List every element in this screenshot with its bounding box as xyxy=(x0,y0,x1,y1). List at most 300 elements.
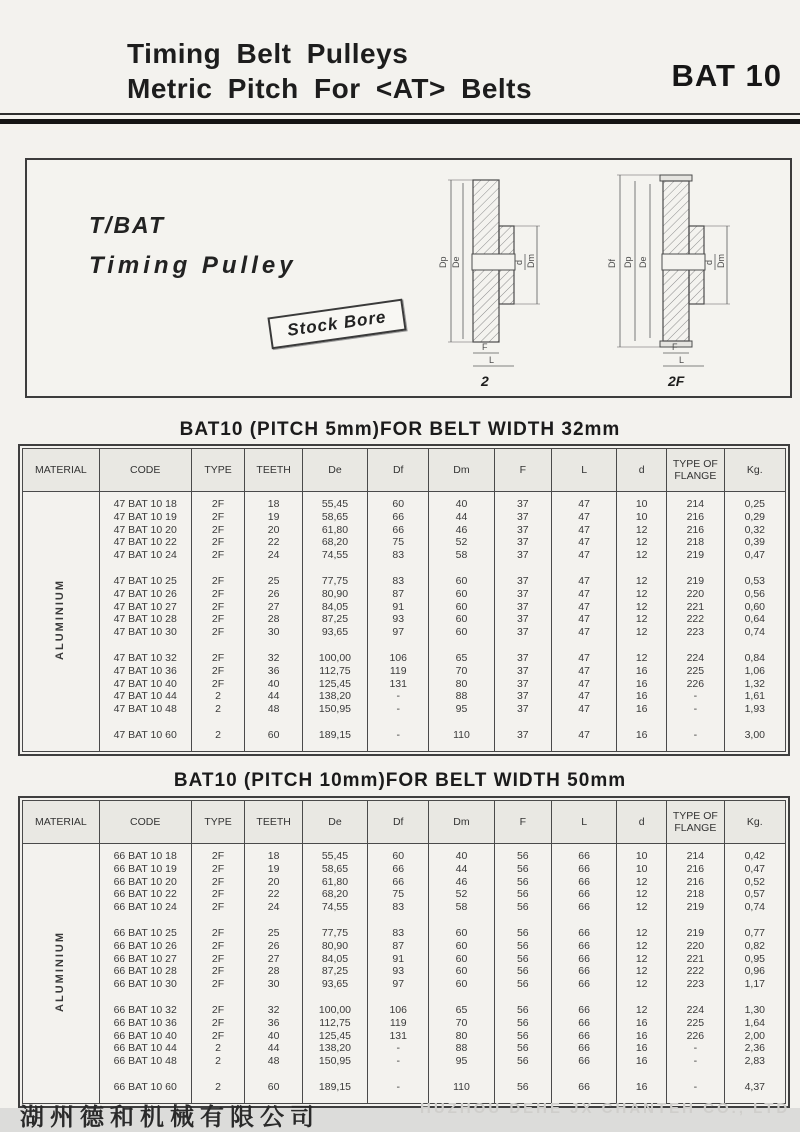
table-cell: 37 xyxy=(494,511,552,524)
table-cell: 26 xyxy=(245,940,303,953)
dim-de-label: De xyxy=(451,256,461,268)
col-de: De xyxy=(302,801,367,844)
table-cell: 75 xyxy=(368,888,429,901)
table-cell: 125,45 xyxy=(302,678,367,691)
table-row xyxy=(23,601,786,614)
table-cell: - xyxy=(368,1081,429,1094)
table-cell: 56 xyxy=(494,965,552,978)
table-cell: 52 xyxy=(429,536,494,549)
table-cell: 1,30 xyxy=(724,1004,785,1017)
table-cell: 46 xyxy=(429,876,494,889)
product-name: Timing Pulley xyxy=(89,252,297,279)
table-cell: 16 xyxy=(617,1030,667,1043)
table-cell: 28 xyxy=(245,613,303,626)
table-cell: 75 xyxy=(368,536,429,549)
table-row xyxy=(23,1030,786,1043)
table-cell: 66 xyxy=(552,863,617,876)
table-row xyxy=(23,729,786,742)
table-cell: 93 xyxy=(368,965,429,978)
table-row xyxy=(23,511,786,524)
table-row xyxy=(23,901,786,914)
table-cell: 12 xyxy=(617,888,667,901)
table-cell: 66 xyxy=(368,876,429,889)
table-cell: 16 xyxy=(617,1055,667,1068)
dim-d-label: d xyxy=(514,259,524,265)
block-spacer xyxy=(23,716,786,729)
table-cell: 2 xyxy=(191,729,245,742)
material-label: ALUMINIUM xyxy=(23,844,100,1104)
table-cell: 12 xyxy=(617,953,667,966)
table-cell: 1,93 xyxy=(724,703,785,716)
table-cell: 61,80 xyxy=(302,524,367,537)
dim-l-label: L xyxy=(679,355,685,365)
table-cell: - xyxy=(667,1055,725,1068)
block-spacer xyxy=(23,1068,786,1081)
table-cell: 66 xyxy=(552,965,617,978)
table-cell: 56 xyxy=(494,876,552,889)
table-cell: 2F xyxy=(191,850,245,863)
table-cell: 36 xyxy=(245,665,303,678)
table-cell: 95 xyxy=(429,1055,494,1068)
table-row xyxy=(23,1017,786,1030)
table-row xyxy=(23,1055,786,1068)
table-cell: 189,15 xyxy=(302,1081,367,1094)
table-cell: 60 xyxy=(429,927,494,940)
table-cell: 20 xyxy=(245,524,303,537)
table-cell: 47 xyxy=(552,690,617,703)
table-cell: 66 xyxy=(552,850,617,863)
table-cell: 74,55 xyxy=(302,549,367,562)
spec-table-pitch10 xyxy=(22,800,786,1104)
table-cell: 66 BAT 10 60 xyxy=(99,1081,191,1094)
page-title-line2: Metric Pitch For <AT> Belts xyxy=(127,73,533,104)
table-row xyxy=(23,678,786,691)
diagram-type2-caption: 2 xyxy=(481,373,489,389)
table-cell: 27 xyxy=(245,953,303,966)
table-cell: 216 xyxy=(667,863,725,876)
table-cell: 87 xyxy=(368,940,429,953)
table-row xyxy=(23,863,786,876)
col-l: L xyxy=(552,449,617,492)
table-cell: 1,61 xyxy=(724,690,785,703)
col-dm: Dm xyxy=(429,801,494,844)
table-cell: 47 BAT 10 40 xyxy=(99,678,191,691)
col-teeth: TEETH xyxy=(245,801,303,844)
table-cell: 66 BAT 10 22 xyxy=(99,888,191,901)
page-code: BAT 10 xyxy=(671,58,782,93)
table-cell: 2F xyxy=(191,665,245,678)
table-cell: 77,75 xyxy=(302,927,367,940)
table-cell: 60 xyxy=(429,965,494,978)
table-cell: 56 xyxy=(494,940,552,953)
dim-d-label: d xyxy=(704,259,714,265)
table-cell: 0,96 xyxy=(724,965,785,978)
table-cell: 80 xyxy=(429,678,494,691)
table-cell: 56 xyxy=(494,927,552,940)
table-cell: 12 xyxy=(617,876,667,889)
table-cell: 70 xyxy=(429,1017,494,1030)
table-cell: 44 xyxy=(245,690,303,703)
table-cell: 47 xyxy=(552,536,617,549)
table-cell: 2 xyxy=(191,703,245,716)
table-cell: 66 BAT 10 40 xyxy=(99,1030,191,1043)
table-cell: 0,74 xyxy=(724,626,785,639)
table-cell: 30 xyxy=(245,978,303,991)
table-cell: 218 xyxy=(667,888,725,901)
table-cell: 12 xyxy=(617,613,667,626)
table-cell: 0,52 xyxy=(724,876,785,889)
table-cell: 2 xyxy=(191,1055,245,1068)
table-cell: 0,84 xyxy=(724,652,785,665)
table-cell: 16 xyxy=(617,678,667,691)
page-title xyxy=(127,36,532,106)
table-cell: 214 xyxy=(667,850,725,863)
table-cell: 0,95 xyxy=(724,953,785,966)
table-cell: 61,80 xyxy=(302,876,367,889)
table-row xyxy=(23,524,786,537)
table-cell: 25 xyxy=(245,575,303,588)
page-title-line1: Timing Belt Pulleys xyxy=(127,38,409,69)
table-cell: 26 xyxy=(245,588,303,601)
table-cell: 19 xyxy=(245,511,303,524)
table-row xyxy=(23,927,786,940)
table-cell: 2F xyxy=(191,940,245,953)
table-cell: 47 xyxy=(552,575,617,588)
table-cell: 0,53 xyxy=(724,575,785,588)
table-cell: 18 xyxy=(245,498,303,511)
table-cell: 2,36 xyxy=(724,1042,785,1055)
table-cell: 2F xyxy=(191,536,245,549)
col-de: De xyxy=(302,449,367,492)
table-cell: 0,47 xyxy=(724,863,785,876)
table-cell: - xyxy=(667,729,725,742)
table-cell: 1,06 xyxy=(724,665,785,678)
table-cell: 214 xyxy=(667,498,725,511)
table-cell: 222 xyxy=(667,965,725,978)
table-cell: 40 xyxy=(429,498,494,511)
table-cell: 4,37 xyxy=(724,1081,785,1094)
dim-f-label: F xyxy=(672,342,678,352)
table-cell: 40 xyxy=(245,1030,303,1043)
table-cell: 52 xyxy=(429,888,494,901)
table-cell: 47 BAT 10 25 xyxy=(99,575,191,588)
table-cell: 44 xyxy=(429,863,494,876)
table-row xyxy=(23,575,786,588)
table-row xyxy=(23,703,786,716)
table-cell: 20 xyxy=(245,876,303,889)
table-cell: 60 xyxy=(429,588,494,601)
table-cell: 65 xyxy=(429,652,494,665)
table-cell: 37 xyxy=(494,665,552,678)
product-intro-box xyxy=(25,158,792,398)
table-header-row xyxy=(23,449,786,492)
table-cell: - xyxy=(368,729,429,742)
table-cell: 2F xyxy=(191,626,245,639)
table-cell: 44 xyxy=(245,1042,303,1055)
table-cell: 47 xyxy=(552,549,617,562)
table-cell: 47 BAT 10 20 xyxy=(99,524,191,537)
table-cell: 66 BAT 10 44 xyxy=(99,1042,191,1055)
table-cell: 40 xyxy=(245,678,303,691)
table-cell: 37 xyxy=(494,652,552,665)
table-cell: 24 xyxy=(245,901,303,914)
table-cell: 47 xyxy=(552,613,617,626)
col-l: L xyxy=(552,801,617,844)
col-type: TYPE xyxy=(191,801,245,844)
col-code: CODE xyxy=(99,801,191,844)
table-cell: 83 xyxy=(368,575,429,588)
table-cell: 3,00 xyxy=(724,729,785,742)
table-cell: 224 xyxy=(667,1004,725,1017)
table-cell: 225 xyxy=(667,1017,725,1030)
table-cell: 2 xyxy=(191,1081,245,1094)
table-cell: 84,05 xyxy=(302,601,367,614)
table-cell: 93 xyxy=(368,613,429,626)
table-cell: 12 xyxy=(617,575,667,588)
diagram-type2f-caption: 2F xyxy=(668,373,685,389)
table-cell: 0,74 xyxy=(724,901,785,914)
table-cell: 66 xyxy=(368,511,429,524)
table-cell: 47 BAT 10 19 xyxy=(99,511,191,524)
table-cell: 97 xyxy=(368,978,429,991)
table-cell: 2F xyxy=(191,1030,245,1043)
table-cell: 2F xyxy=(191,511,245,524)
table-cell: 87,25 xyxy=(302,613,367,626)
table-cell: 97 xyxy=(368,626,429,639)
col-d: d xyxy=(617,449,667,492)
table-cell: - xyxy=(368,703,429,716)
table-cell: - xyxy=(667,690,725,703)
table-cell: 74,55 xyxy=(302,901,367,914)
table-cell: 216 xyxy=(667,511,725,524)
table-cell: 37 xyxy=(494,678,552,691)
table-cell: 77,75 xyxy=(302,575,367,588)
table-cell: 37 xyxy=(494,524,552,537)
table-cell: 32 xyxy=(245,652,303,665)
table-cell: 66 BAT 10 26 xyxy=(99,940,191,953)
table-cell: 2F xyxy=(191,549,245,562)
table-cell: 19 xyxy=(245,863,303,876)
table-row xyxy=(23,940,786,953)
table-cell: 0,77 xyxy=(724,927,785,940)
table-cell: 125,45 xyxy=(302,1030,367,1043)
table-cell: 47 xyxy=(552,601,617,614)
table-cell: 220 xyxy=(667,588,725,601)
table-cell: 37 xyxy=(494,575,552,588)
table-cell: 2F xyxy=(191,1004,245,1017)
table-cell: 27 xyxy=(245,601,303,614)
table-row xyxy=(23,665,786,678)
table-cell: 16 xyxy=(617,703,667,716)
dim-df-label: Df xyxy=(607,259,617,268)
table-cell: 12 xyxy=(617,940,667,953)
table-cell: 47 BAT 10 24 xyxy=(99,549,191,562)
table-row xyxy=(23,549,786,562)
table-cell: 44 xyxy=(429,511,494,524)
table-cell: 131 xyxy=(368,1030,429,1043)
table-cell: 0,60 xyxy=(724,601,785,614)
table-cell: 56 xyxy=(494,1017,552,1030)
table-cell: 10 xyxy=(617,850,667,863)
table-cell: 58,65 xyxy=(302,511,367,524)
table-cell: 2 xyxy=(191,1042,245,1055)
table-cell: 60 xyxy=(429,601,494,614)
col-material: MATERIAL xyxy=(23,449,100,492)
table-cell: 47 BAT 10 22 xyxy=(99,536,191,549)
table-cell: 18 xyxy=(245,850,303,863)
table-cell: 2F xyxy=(191,888,245,901)
table-cell: 66 BAT 10 18 xyxy=(99,850,191,863)
table-cell: 36 xyxy=(245,1017,303,1030)
table-cell: 47 xyxy=(552,729,617,742)
table-row xyxy=(23,588,786,601)
table-cell: 60 xyxy=(368,850,429,863)
table-cell: - xyxy=(368,690,429,703)
table-row xyxy=(23,613,786,626)
table-cell: 58 xyxy=(429,549,494,562)
table-cell: 47 BAT 10 60 xyxy=(99,729,191,742)
table-cell: 47 BAT 10 44 xyxy=(99,690,191,703)
table-row xyxy=(23,626,786,639)
dim-dm-label: Dm xyxy=(526,254,536,268)
table-cell: 131 xyxy=(368,678,429,691)
table-cell: 110 xyxy=(429,729,494,742)
table-cell: - xyxy=(667,1042,725,1055)
table-cell: 221 xyxy=(667,953,725,966)
table-cell: 80,90 xyxy=(302,940,367,953)
table-cell: 225 xyxy=(667,665,725,678)
table-cell: 70 xyxy=(429,665,494,678)
table-cell: 2F xyxy=(191,613,245,626)
table-cell: 0,82 xyxy=(724,940,785,953)
table-row xyxy=(23,978,786,991)
table-cell: 66 xyxy=(552,1042,617,1055)
table-cell: 68,20 xyxy=(302,888,367,901)
table-row xyxy=(23,850,786,863)
footer-company-cn: 湖州德和机械有限公司 xyxy=(20,1104,320,1131)
header-divider xyxy=(0,113,800,124)
table-cell: 30 xyxy=(245,626,303,639)
table-cell: 12 xyxy=(617,626,667,639)
table-cell: 25 xyxy=(245,927,303,940)
table-cell: 0,64 xyxy=(724,613,785,626)
table-cell: 84,05 xyxy=(302,953,367,966)
table-cell: 138,20 xyxy=(302,1042,367,1055)
table-cell: 66 BAT 10 25 xyxy=(99,927,191,940)
table-cell: 2F xyxy=(191,652,245,665)
table-cell: 66 xyxy=(552,953,617,966)
table-cell: 66 xyxy=(552,940,617,953)
col-code: CODE xyxy=(99,449,191,492)
col-kg: Kg. xyxy=(724,449,785,492)
table-cell: 55,45 xyxy=(302,850,367,863)
table-cell: 2F xyxy=(191,876,245,889)
col-d: d xyxy=(617,801,667,844)
spec-table-pitch5 xyxy=(22,448,786,752)
table-cell: 60 xyxy=(429,575,494,588)
table-cell: 66 xyxy=(552,888,617,901)
table-cell: 2F xyxy=(191,863,245,876)
table-cell: 12 xyxy=(617,927,667,940)
table-cell: 12 xyxy=(617,965,667,978)
table-cell: 226 xyxy=(667,1030,725,1043)
table-cell: 0,29 xyxy=(724,511,785,524)
dim-de-label: De xyxy=(638,256,648,268)
series-name: T/BAT xyxy=(89,212,166,238)
table-cell: 66 BAT 10 30 xyxy=(99,978,191,991)
table-cell: 48 xyxy=(245,1055,303,1068)
table-cell: 10 xyxy=(617,498,667,511)
table-row xyxy=(23,498,786,511)
table-cell: 12 xyxy=(617,549,667,562)
table-header-row xyxy=(23,801,786,844)
table-cell: 224 xyxy=(667,652,725,665)
table-cell: 80 xyxy=(429,1030,494,1043)
table-cell: 37 xyxy=(494,536,552,549)
table-cell: 0,56 xyxy=(724,588,785,601)
table-cell: 66 xyxy=(552,1004,617,1017)
table-cell: 0,32 xyxy=(724,524,785,537)
table-cell: 47 xyxy=(552,511,617,524)
table-row xyxy=(23,953,786,966)
table-cell: 56 xyxy=(494,1081,552,1094)
table-cell: 37 xyxy=(494,690,552,703)
table-cell: 47 xyxy=(552,678,617,691)
table1-wrap xyxy=(18,444,790,756)
table-cell: 100,00 xyxy=(302,652,367,665)
col-kg: Kg. xyxy=(724,801,785,844)
table-cell: 66 xyxy=(368,524,429,537)
table-cell: 2F xyxy=(191,978,245,991)
table-cell: 48 xyxy=(245,703,303,716)
table-cell: 47 BAT 10 36 xyxy=(99,665,191,678)
table-cell: 56 xyxy=(494,863,552,876)
table-cell: 66 xyxy=(552,876,617,889)
table-cell: 60 xyxy=(429,978,494,991)
table-cell: 47 BAT 10 32 xyxy=(99,652,191,665)
table-cell: 60 xyxy=(245,729,303,742)
table-cell: 56 xyxy=(494,1042,552,1055)
table-cell: 95 xyxy=(429,703,494,716)
table-cell: 47 BAT 10 30 xyxy=(99,626,191,639)
table-cell: 2F xyxy=(191,601,245,614)
table-cell: 0,42 xyxy=(724,850,785,863)
table-cell: 223 xyxy=(667,978,725,991)
table-cell: 219 xyxy=(667,575,725,588)
table-cell: 37 xyxy=(494,588,552,601)
table-cell: 87,25 xyxy=(302,965,367,978)
table-cell: 91 xyxy=(368,953,429,966)
table-row xyxy=(23,888,786,901)
table-cell: 58 xyxy=(429,901,494,914)
table-cell: 60 xyxy=(429,953,494,966)
dim-dm-label: Dm xyxy=(716,254,726,268)
table-cell: 219 xyxy=(667,901,725,914)
table-cell: 93,65 xyxy=(302,978,367,991)
table-cell: 47 xyxy=(552,652,617,665)
table-cell: 110 xyxy=(429,1081,494,1094)
table-cell: 37 xyxy=(494,729,552,742)
table-cell: 56 xyxy=(494,888,552,901)
table-cell: 112,75 xyxy=(302,1017,367,1030)
footer-cutoff-strip xyxy=(0,1094,800,1131)
block-spacer xyxy=(23,562,786,575)
table-cell: 22 xyxy=(245,536,303,549)
stock-bore-badge: Stock Bore xyxy=(267,299,406,350)
table-cell: - xyxy=(368,1042,429,1055)
table-cell: 150,95 xyxy=(302,1055,367,1068)
table-cell: 37 xyxy=(494,601,552,614)
